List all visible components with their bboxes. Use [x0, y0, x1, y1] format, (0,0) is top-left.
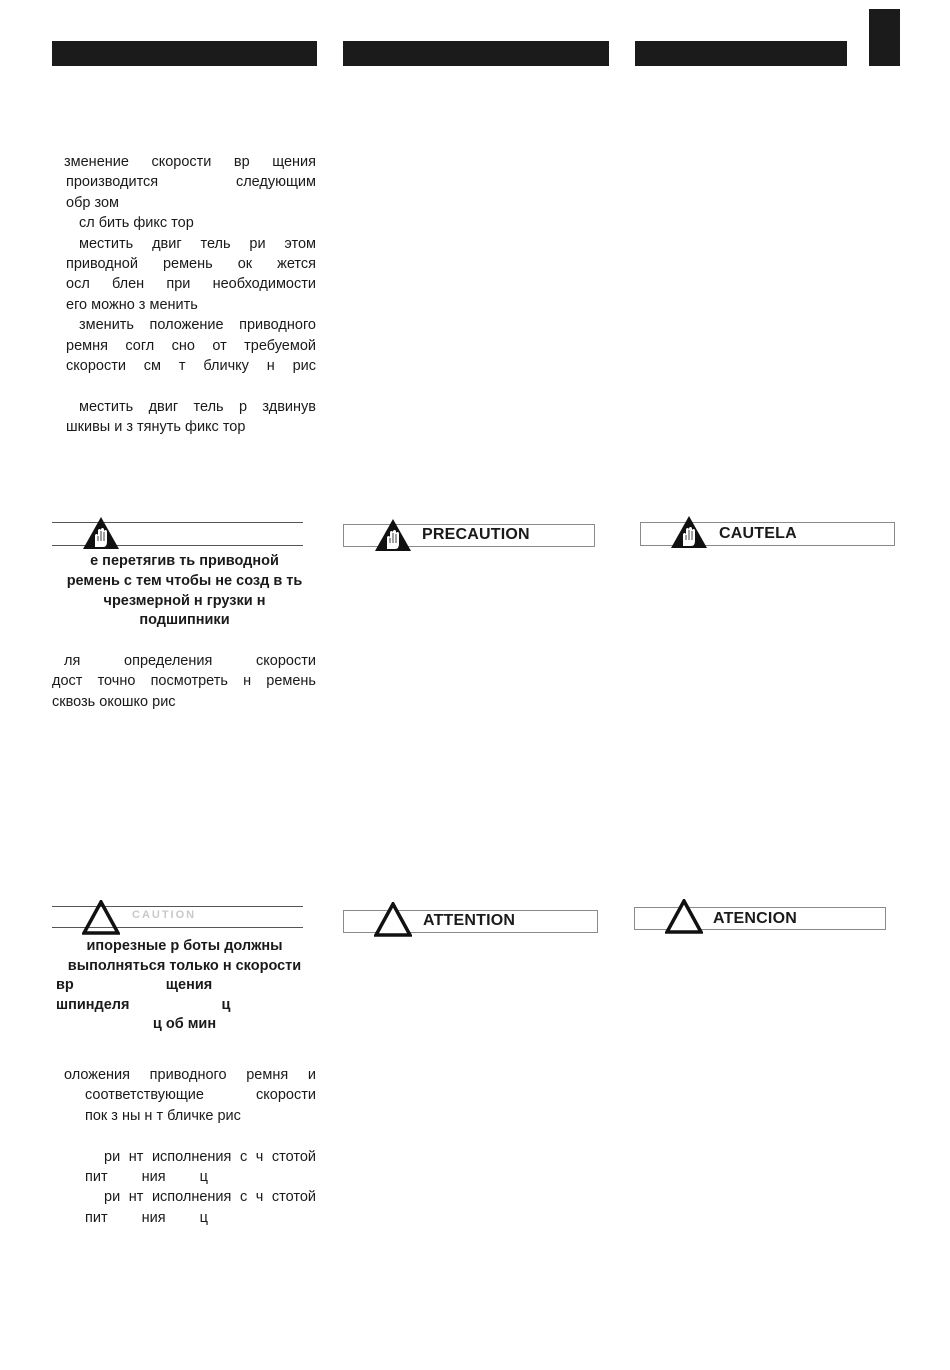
text-line: его можно з менить [66, 296, 198, 313]
speed-change-instructions [64, 152, 316, 438]
text-line: приводной ремень ок жется [66, 256, 316, 273]
attention-label: ATTENTION [423, 912, 516, 929]
text-line: подшипники [139, 612, 230, 629]
page-tab [869, 9, 900, 66]
warning-triangle-icon [665, 899, 703, 934]
text-line: скорости см т бличку н рис [66, 358, 316, 375]
text-line [64, 1126, 316, 1146]
belt-positions-text [64, 1065, 316, 1228]
text-line: оложения приводного ремня и [64, 1067, 316, 1083]
warning-triangle-icon [82, 900, 120, 935]
hand-warning-icon [374, 518, 412, 552]
text-line: чрезмерной н грузки н [103, 592, 266, 609]
text-line: ипорезные р боты должны [86, 938, 283, 954]
text-line: дост точно посмотреть н ремень [52, 673, 316, 690]
warning-triangle-icon [374, 902, 412, 937]
text-line: ри нт исполнения с ч стотой [104, 1148, 316, 1165]
cautela-label: CAUTELA [719, 525, 797, 542]
text-line: производится следующим [66, 174, 316, 191]
text-line: шкивы и з тянуть фикс тор [66, 419, 246, 436]
text-line: ремня согл сно от требуемой [66, 337, 316, 354]
text-line: ля определения скорости [64, 653, 316, 669]
text-line: пит ния ц [85, 1169, 208, 1186]
text-line: зменение скорости вр щения [64, 154, 316, 170]
text-line [64, 376, 316, 396]
hand-warning-icon [670, 515, 708, 549]
text-line: осл блен при необходимости [66, 276, 316, 293]
speed-check-text [52, 651, 316, 712]
column-1-header-bar [52, 41, 317, 66]
text-line: пок з ны н т бличке рис [85, 1107, 241, 1124]
attention-text [52, 937, 317, 1035]
column-3-header-bar [635, 41, 847, 66]
text-line: выполняться только н скорости [67, 957, 302, 974]
atencion-label: ATENCION [713, 910, 797, 927]
text-line: сквозь окошко рис [52, 693, 176, 710]
text-line: ри нт исполнения с ч стотой [104, 1189, 316, 1206]
text-line: соответствующие скорости [85, 1087, 316, 1104]
text-line: зменить положение приводного [79, 317, 316, 334]
text-line: местить двиг тель ри этом [79, 235, 316, 252]
caution-text [52, 552, 317, 631]
text-line: ц об мин [152, 1016, 217, 1033]
hand-warning-icon [82, 516, 120, 550]
text-line: обр зом [66, 194, 119, 211]
precaution-label: PRECAUTION [422, 526, 530, 543]
text-line: вр щения шпинделя ц [56, 977, 231, 1013]
column-2-header-bar [343, 41, 609, 66]
text-line: пит ния ц [85, 1209, 208, 1226]
text-line: ремень с тем чтобы не созд в ть [66, 572, 303, 589]
text-line: е перетягив ть приводной [90, 553, 279, 569]
attention-faint-label: CAUTION [132, 909, 197, 921]
text-line: местить двиг тель р здвинув [79, 398, 316, 415]
text-line: сл бить фикс тор [79, 215, 194, 232]
